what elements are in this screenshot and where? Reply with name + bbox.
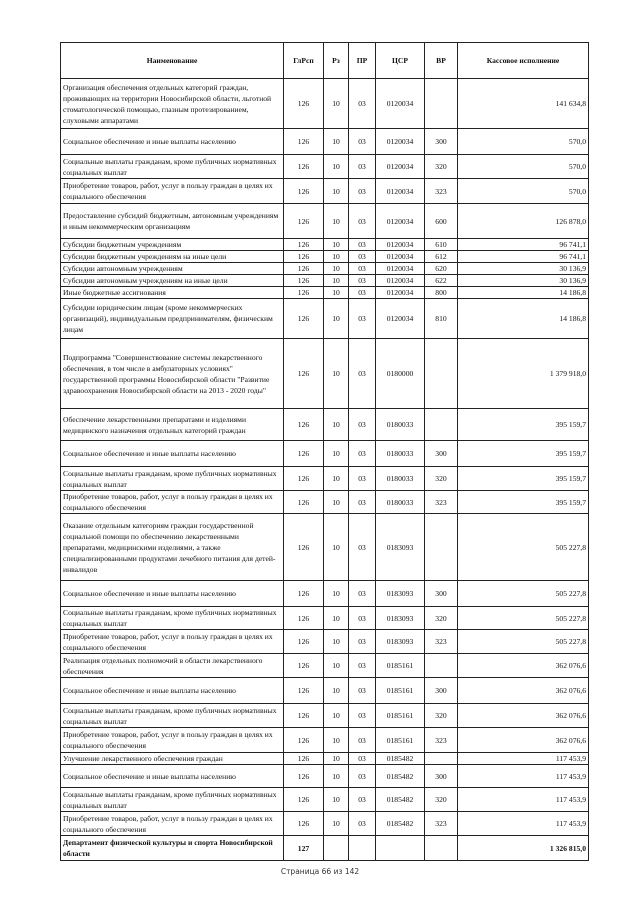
row-glrsp: 126 <box>284 251 324 263</box>
row-glrsp: 126 <box>284 514 324 581</box>
row-name: Субсидии автономным учреждениям <box>61 263 284 275</box>
row-glrsp: 126 <box>284 812 324 836</box>
header-glrsp: ГлРсп <box>284 43 324 79</box>
row-csr: 0120034 <box>376 251 425 263</box>
row-rz: 10 <box>324 179 349 204</box>
header-vr: ВР <box>425 43 458 79</box>
row-csr: 0183093 <box>376 630 425 654</box>
row-name: Субсидии юридическим лицам (кроме некоммерческих организаций), индивидуальным предпринимателям, физическим лицам <box>61 299 284 339</box>
row-pr: 03 <box>349 753 376 765</box>
row-rz: 10 <box>324 630 349 654</box>
table-row <box>61 299 589 339</box>
table-row <box>61 753 589 765</box>
row-rz: 10 <box>324 728 349 753</box>
row-vr <box>425 79 458 129</box>
row-amount: 505 227,8 <box>458 630 589 654</box>
row-vr: 320 <box>425 155 458 179</box>
row-glrsp: 126 <box>284 79 324 129</box>
row-vr: 323 <box>425 728 458 753</box>
row-rz: 10 <box>324 251 349 263</box>
row-glrsp: 126 <box>284 728 324 753</box>
row-glrsp: 126 <box>284 409 324 441</box>
header-csr: ЦСР <box>376 43 425 79</box>
row-name: Социальные выплаты гражданам, кроме публичных нормативных социальных выплат <box>61 788 284 812</box>
row-vr: 320 <box>425 467 458 491</box>
row-amount: 117 453,9 <box>458 788 589 812</box>
row-csr: 0120034 <box>376 155 425 179</box>
row-name: Улучшение лекарственного обеспечения граждан <box>61 753 284 765</box>
row-amount: 30 136,9 <box>458 275 589 287</box>
table-row <box>61 129 589 155</box>
row-pr: 03 <box>349 179 376 204</box>
row-pr: 03 <box>349 812 376 836</box>
row-glrsp: 126 <box>284 204 324 239</box>
table-row <box>61 467 589 491</box>
table-row <box>61 630 589 654</box>
row-name: Социальные выплаты гражданам, кроме публичных нормативных социальных выплат <box>61 155 284 179</box>
row-rz: 10 <box>324 339 349 409</box>
row-glrsp: 126 <box>284 129 324 155</box>
row-glrsp: 126 <box>284 287 324 299</box>
row-vr: 300 <box>425 581 458 607</box>
row-amount: 1 379 918,0 <box>458 339 589 409</box>
row-rz: 10 <box>324 129 349 155</box>
row-amount: 117 453,9 <box>458 765 589 788</box>
row-vr: 800 <box>425 287 458 299</box>
row-name: Приобретение товаров, работ, услуг в пользу граждан в целях их социального обеспечения <box>61 630 284 654</box>
row-pr: 03 <box>349 765 376 788</box>
row-csr: 0180033 <box>376 491 425 514</box>
row-vr: 612 <box>425 251 458 263</box>
table-row <box>61 812 589 836</box>
row-pr: 03 <box>349 491 376 514</box>
row-rz: 10 <box>324 287 349 299</box>
header-rz: Рз <box>324 43 349 79</box>
row-amount: 362 076,6 <box>458 654 589 678</box>
row-name: Социальные выплаты гражданам, кроме публичных нормативных социальных выплат <box>61 467 284 491</box>
row-amount: 505 227,8 <box>458 581 589 607</box>
table-row <box>61 155 589 179</box>
row-csr: 0185482 <box>376 765 425 788</box>
row-glrsp: 126 <box>284 630 324 654</box>
row-csr: 0120034 <box>376 179 425 204</box>
row-vr <box>425 339 458 409</box>
row-amount: 570,0 <box>458 179 589 204</box>
table-row <box>61 441 589 467</box>
row-rz: 10 <box>324 654 349 678</box>
row-vr: 620 <box>425 263 458 275</box>
row-rz: 10 <box>324 514 349 581</box>
row-pr: 03 <box>349 79 376 129</box>
row-name: Приобретение товаров, работ, услуг в пользу граждан в целях их социального обеспечения <box>61 812 284 836</box>
row-pr: 03 <box>349 678 376 704</box>
row-csr: 0183093 <box>376 581 425 607</box>
table-row <box>61 607 589 630</box>
row-glrsp: 126 <box>284 239 324 251</box>
row-pr: 03 <box>349 441 376 467</box>
table-row <box>61 581 589 607</box>
row-rz: 10 <box>324 812 349 836</box>
row-rz: 10 <box>324 263 349 275</box>
row-vr: 320 <box>425 704 458 728</box>
row-vr: 320 <box>425 607 458 630</box>
table-row <box>61 491 589 514</box>
row-csr <box>376 836 425 861</box>
table-row <box>61 409 589 441</box>
row-glrsp: 126 <box>284 581 324 607</box>
row-csr: 0185161 <box>376 654 425 678</box>
row-glrsp: 126 <box>284 607 324 630</box>
row-amount: 570,0 <box>458 129 589 155</box>
table-row <box>61 765 589 788</box>
header-name: Наименование <box>61 43 284 79</box>
row-name: Подпрограмма "Совершенствование системы лекарственного обеспечения, в том числе в амбулаторных условиях" государственной программы Новосибирской области "Развитие здравоохранения Новосибирской области на 2013 - 2020 годы" <box>61 339 284 409</box>
row-amount: 14 186,8 <box>458 299 589 339</box>
row-amount: 395 159,7 <box>458 467 589 491</box>
row-csr: 0120034 <box>376 263 425 275</box>
row-rz: 10 <box>324 409 349 441</box>
row-name: Субсидии бюджетным учреждениям на иные цели <box>61 251 284 263</box>
row-vr: 300 <box>425 678 458 704</box>
row-csr: 0120034 <box>376 204 425 239</box>
row-amount: 117 453,9 <box>458 812 589 836</box>
row-rz: 10 <box>324 491 349 514</box>
row-csr: 0185161 <box>376 704 425 728</box>
table-row <box>61 339 589 409</box>
row-glrsp: 126 <box>284 788 324 812</box>
row-pr: 03 <box>349 654 376 678</box>
header-pr: ПР <box>349 43 376 79</box>
row-pr: 03 <box>349 251 376 263</box>
row-pr: 03 <box>349 581 376 607</box>
row-name: Приобретение товаров, работ, услуг в пользу граждан в целях их социального обеспечения <box>61 491 284 514</box>
table-row <box>61 514 589 581</box>
row-name: Социальное обеспечение и иные выплаты населению <box>61 765 284 788</box>
row-vr <box>425 409 458 441</box>
row-pr <box>349 836 376 861</box>
row-rz: 10 <box>324 441 349 467</box>
row-csr: 0185482 <box>376 788 425 812</box>
row-csr: 0180000 <box>376 339 425 409</box>
row-pr: 03 <box>349 299 376 339</box>
row-amount: 362 076,6 <box>458 704 589 728</box>
row-vr <box>425 836 458 861</box>
page-number: Страница 66 из 142 <box>280 867 360 876</box>
row-rz: 10 <box>324 299 349 339</box>
row-rz <box>324 836 349 861</box>
row-amount: 30 136,9 <box>458 263 589 275</box>
row-glrsp: 126 <box>284 753 324 765</box>
row-csr: 0185482 <box>376 812 425 836</box>
row-rz: 10 <box>324 765 349 788</box>
row-amount: 505 227,8 <box>458 514 589 581</box>
budget-table <box>60 42 589 861</box>
row-rz: 10 <box>324 275 349 287</box>
row-name: Предоставление субсидий бюджетным, автономным учреждениям и иным некоммерческим организациям <box>61 204 284 239</box>
row-rz: 10 <box>324 753 349 765</box>
row-amount: 96 741,1 <box>458 239 589 251</box>
table-header-row <box>61 43 589 79</box>
row-glrsp: 126 <box>284 339 324 409</box>
row-rz: 10 <box>324 678 349 704</box>
row-vr: 622 <box>425 275 458 287</box>
row-csr: 0120034 <box>376 275 425 287</box>
row-name: Субсидии бюджетным учреждениям <box>61 239 284 251</box>
table-row <box>61 251 589 263</box>
row-pr: 03 <box>349 287 376 299</box>
row-glrsp: 126 <box>284 678 324 704</box>
row-vr: 610 <box>425 239 458 251</box>
table-row <box>61 654 589 678</box>
row-name: Социальные выплаты гражданам, кроме публичных нормативных социальных выплат <box>61 704 284 728</box>
row-pr: 03 <box>349 788 376 812</box>
row-pr: 03 <box>349 514 376 581</box>
row-csr: 0180033 <box>376 409 425 441</box>
row-name: Оказание отдельным категориям граждан государственной социальной помощи по обеспечению лекарственными препаратами, медицинскими изделиями, а также специализированными продуктами лечебного питания для детей-инвалидов <box>61 514 284 581</box>
row-amount: 362 076,6 <box>458 678 589 704</box>
row-amount: 141 634,8 <box>458 79 589 129</box>
row-glrsp: 126 <box>284 704 324 728</box>
row-rz: 10 <box>324 155 349 179</box>
row-name: Реализация отдельных полномочий в области лекарственного обеспечения <box>61 654 284 678</box>
row-glrsp: 126 <box>284 765 324 788</box>
table-row <box>61 788 589 812</box>
row-name: Социальные выплаты гражданам, кроме публичных нормативных социальных выплат <box>61 607 284 630</box>
row-csr: 0185161 <box>376 728 425 753</box>
row-amount: 395 159,7 <box>458 441 589 467</box>
row-name: Обеспечение лекарственными препаратами и изделиями медицинского назначения отдельных категорий граждан <box>61 409 284 441</box>
row-vr: 323 <box>425 812 458 836</box>
row-vr <box>425 654 458 678</box>
row-name: Социальное обеспечение и иные выплаты населению <box>61 441 284 467</box>
row-pr: 03 <box>349 704 376 728</box>
row-rz: 10 <box>324 581 349 607</box>
table-row <box>61 263 589 275</box>
row-glrsp: 126 <box>284 179 324 204</box>
row-rz: 10 <box>324 79 349 129</box>
row-pr: 03 <box>349 129 376 155</box>
row-glrsp: 126 <box>284 299 324 339</box>
row-pr: 03 <box>349 239 376 251</box>
row-name: Субсидии автономным учреждениям на иные цели <box>61 275 284 287</box>
row-glrsp: 126 <box>284 491 324 514</box>
row-glrsp: 126 <box>284 275 324 287</box>
row-glrsp: 126 <box>284 467 324 491</box>
row-csr: 0120034 <box>376 239 425 251</box>
header-amount: Кассовое исполнение <box>458 43 589 79</box>
table-row <box>61 287 589 299</box>
row-amount: 96 741,1 <box>458 251 589 263</box>
table-row <box>61 179 589 204</box>
row-amount: 395 159,7 <box>458 409 589 441</box>
row-csr: 0180033 <box>376 467 425 491</box>
table-row <box>61 678 589 704</box>
row-pr: 03 <box>349 263 376 275</box>
row-vr: 300 <box>425 129 458 155</box>
row-rz: 10 <box>324 704 349 728</box>
row-pr: 03 <box>349 630 376 654</box>
row-csr: 0120034 <box>376 287 425 299</box>
row-amount: 117 453,9 <box>458 753 589 765</box>
row-csr: 0180033 <box>376 441 425 467</box>
row-pr: 03 <box>349 409 376 441</box>
row-amount: 505 227,8 <box>458 607 589 630</box>
row-csr: 0185482 <box>376 753 425 765</box>
row-name: Социальное обеспечение и иные выплаты населению <box>61 678 284 704</box>
row-pr: 03 <box>349 728 376 753</box>
row-vr: 300 <box>425 765 458 788</box>
row-vr <box>425 753 458 765</box>
row-vr: 323 <box>425 179 458 204</box>
row-amount: 1 326 815,0 <box>458 836 589 861</box>
row-amount: 395 159,7 <box>458 491 589 514</box>
table-row <box>61 239 589 251</box>
row-name: Приобретение товаров, работ, услуг в пользу граждан в целях их социального обеспечения <box>61 179 284 204</box>
row-csr: 0183093 <box>376 514 425 581</box>
row-csr: 0120034 <box>376 129 425 155</box>
row-name: Организация обеспечения отдельных категорий граждан, проживающих на территории Новосибирской области, льготной стоматологической помощью, глазным протезированием, слуховыми аппаратами <box>61 79 284 129</box>
row-amount: 362 076,6 <box>458 728 589 753</box>
row-vr: 323 <box>425 491 458 514</box>
row-glrsp: 126 <box>284 441 324 467</box>
row-name: Социальное обеспечение и иные выплаты населению <box>61 581 284 607</box>
row-rz: 10 <box>324 204 349 239</box>
row-pr: 03 <box>349 275 376 287</box>
row-glrsp: 127 <box>284 836 324 861</box>
table-row <box>61 728 589 753</box>
row-vr: 600 <box>425 204 458 239</box>
row-name: Иные бюджетные ассигнования <box>61 287 284 299</box>
row-name: Приобретение товаров, работ, услуг в пользу граждан в целях их социального обеспечения <box>61 728 284 753</box>
row-glrsp: 126 <box>284 155 324 179</box>
table-row <box>61 836 589 861</box>
row-name: Социальное обеспечение и иные выплаты населению <box>61 129 284 155</box>
row-pr: 03 <box>349 467 376 491</box>
row-rz: 10 <box>324 788 349 812</box>
row-rz: 10 <box>324 239 349 251</box>
row-pr: 03 <box>349 204 376 239</box>
row-rz: 10 <box>324 467 349 491</box>
row-pr: 03 <box>349 155 376 179</box>
table-row <box>61 79 589 129</box>
row-amount: 126 878,0 <box>458 204 589 239</box>
row-name: Департамент физической культуры и спорта Новосибирской области <box>61 836 284 861</box>
row-csr: 0120034 <box>376 299 425 339</box>
row-csr: 0183093 <box>376 607 425 630</box>
row-pr: 03 <box>349 339 376 409</box>
row-amount: 14 186,8 <box>458 287 589 299</box>
row-amount: 570,0 <box>458 155 589 179</box>
row-vr: 810 <box>425 299 458 339</box>
row-vr: 323 <box>425 630 458 654</box>
row-glrsp: 126 <box>284 654 324 678</box>
row-vr <box>425 514 458 581</box>
row-pr: 03 <box>349 607 376 630</box>
table-row <box>61 204 589 239</box>
row-csr: 0120034 <box>376 79 425 129</box>
row-glrsp: 126 <box>284 263 324 275</box>
table-row <box>61 704 589 728</box>
row-rz: 10 <box>324 607 349 630</box>
table-row <box>61 275 589 287</box>
row-vr: 300 <box>425 441 458 467</box>
row-vr: 320 <box>425 788 458 812</box>
row-csr: 0185161 <box>376 678 425 704</box>
